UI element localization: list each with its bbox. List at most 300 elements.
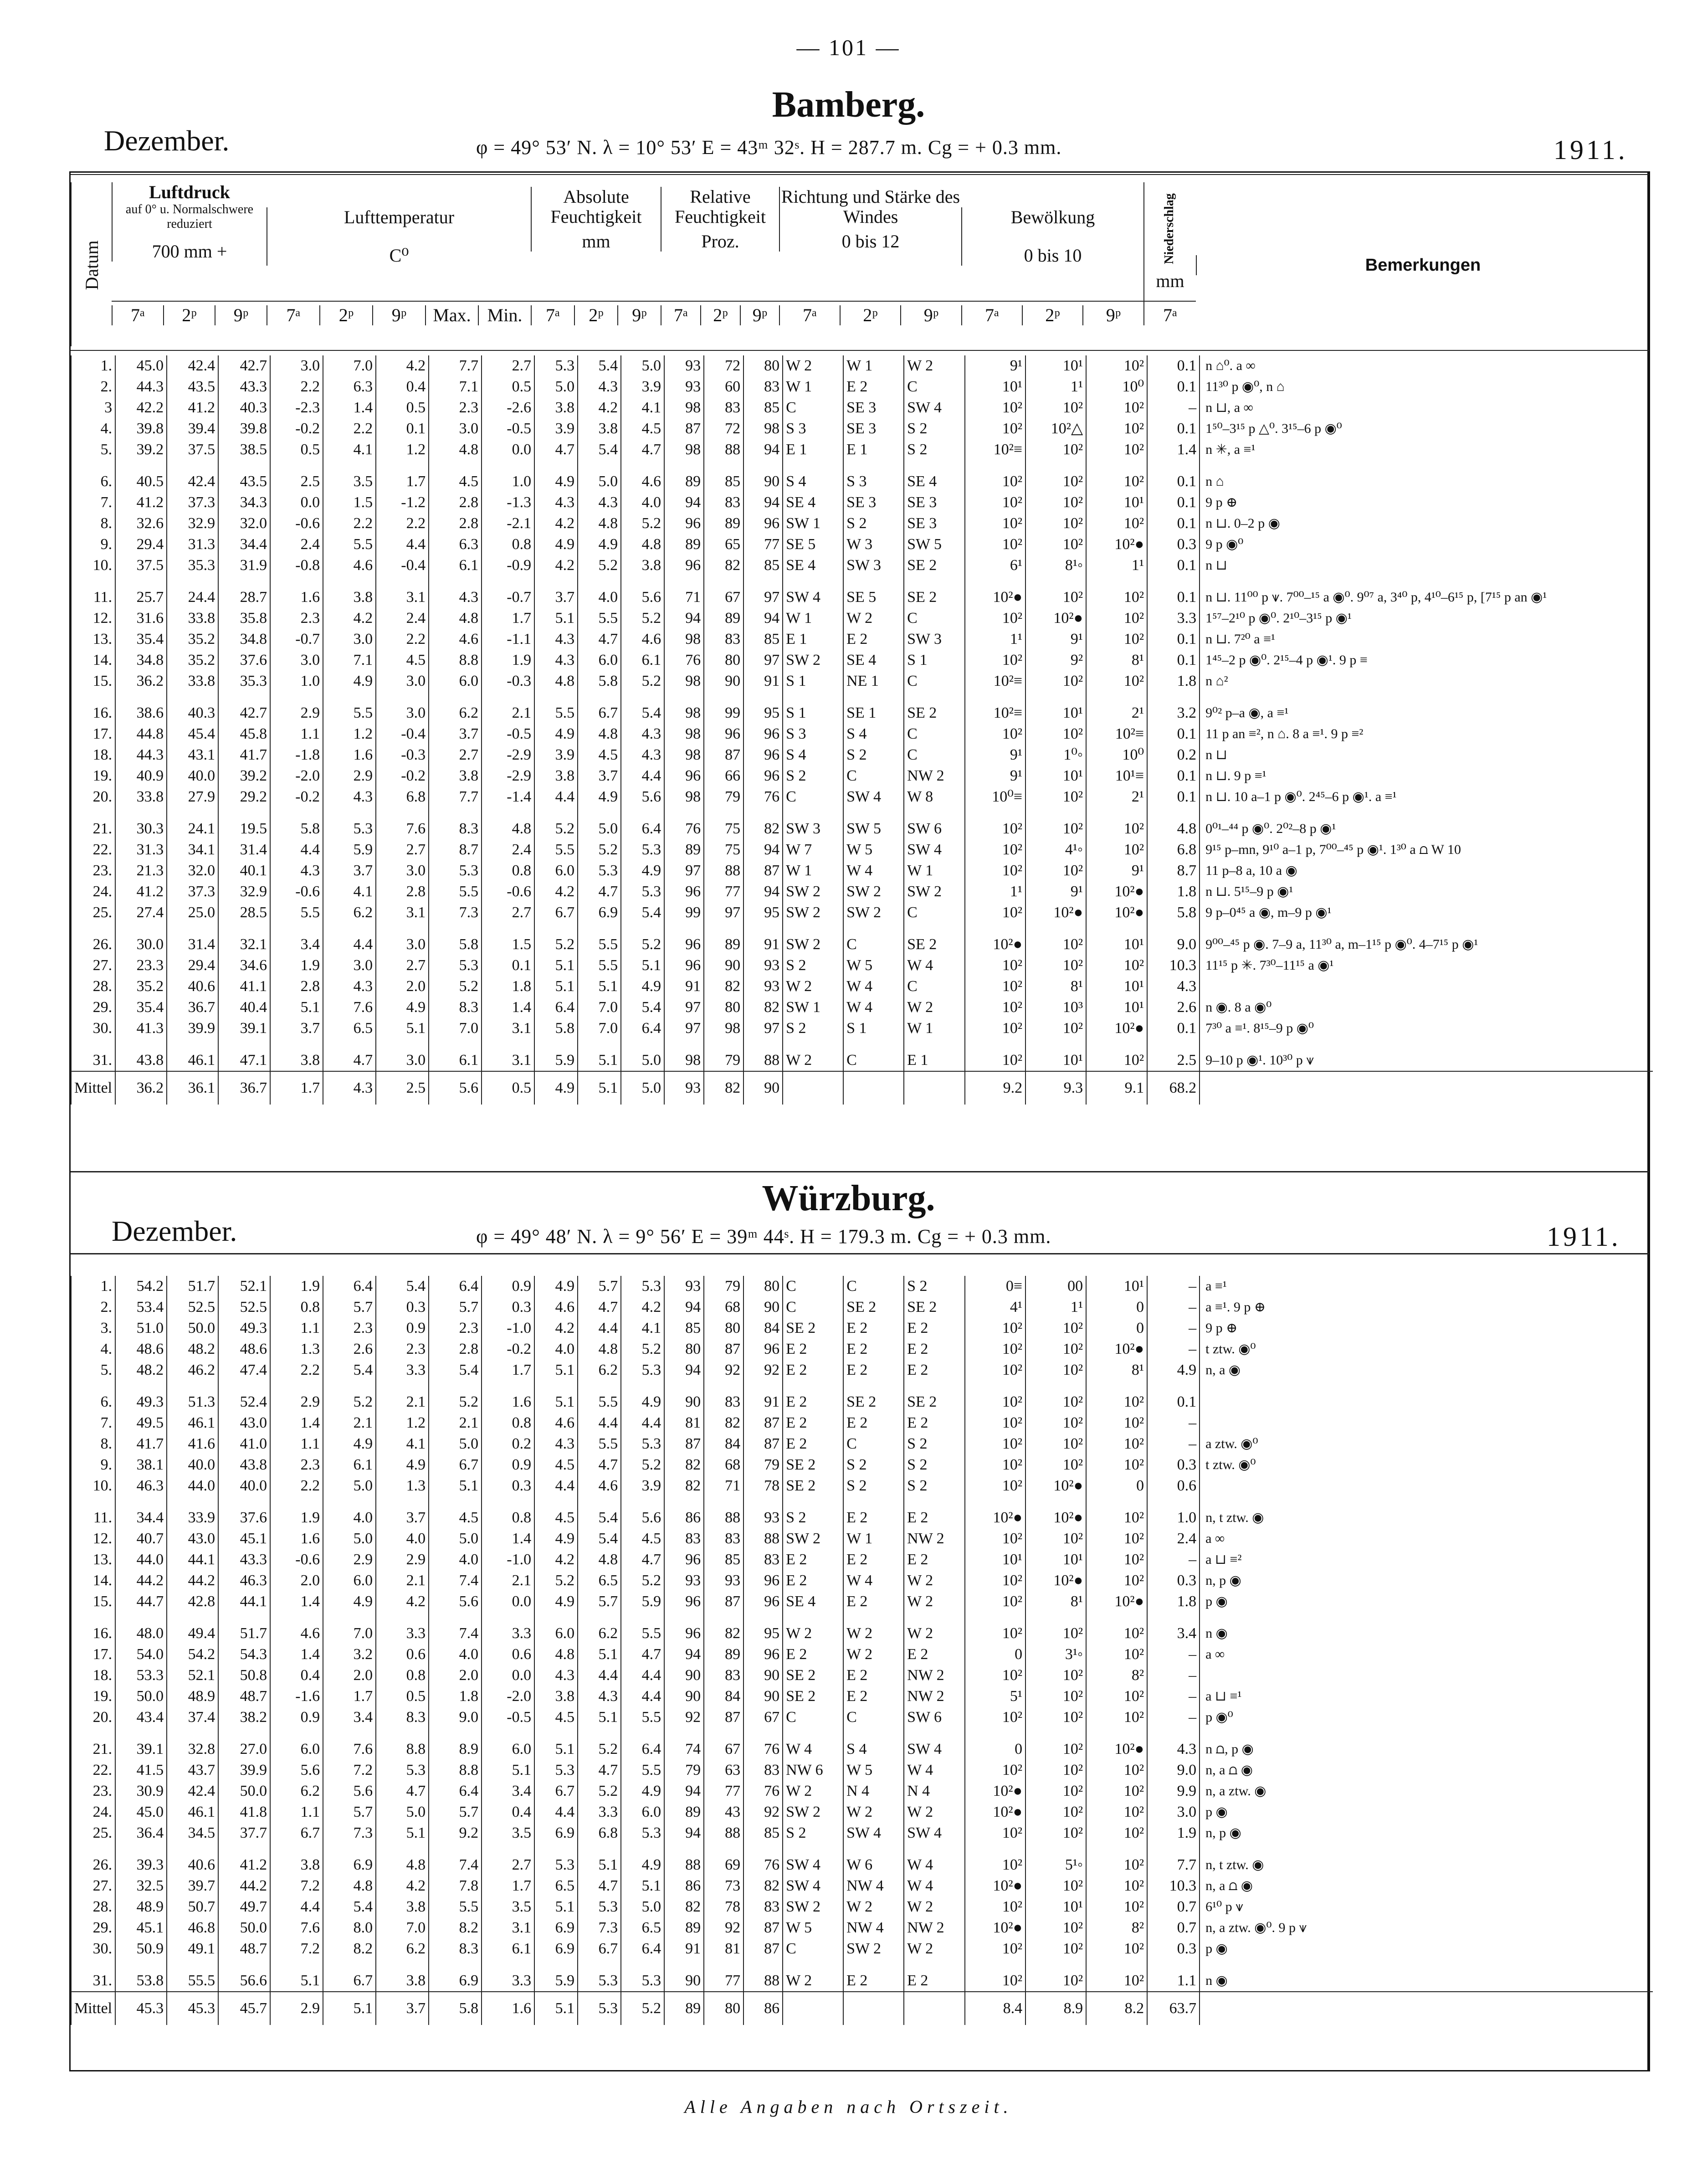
value-cell: 49.3 [115, 1381, 167, 1413]
value-cell: 10² [1086, 1570, 1147, 1591]
value-cell: E 2 [843, 376, 904, 397]
value-cell: 2.2 [270, 376, 323, 397]
value-cell: 4.9 [621, 1781, 664, 1802]
abs-7a: 7ᵃ [531, 305, 574, 325]
value-cell: 39.1 [115, 1728, 167, 1760]
value-cell: 82 [704, 1612, 743, 1644]
value-cell: W 1 [783, 376, 843, 397]
value-cell: – [1147, 1644, 1200, 1665]
value-cell: 85 [743, 397, 783, 418]
value-cell: 88 [743, 1959, 783, 1992]
remark-cell: 6¹⁰ p ⩛ [1200, 1896, 1653, 1917]
value-cell: 3.2 [323, 1644, 376, 1665]
value-cell: 4.3 [323, 976, 376, 997]
value-cell: 95 [743, 1612, 783, 1644]
value-cell: 4.4 [621, 1665, 664, 1686]
value-cell: 10²△ [1025, 418, 1086, 439]
value-cell: 1.7 [482, 608, 534, 629]
date-cell: 7. [71, 492, 115, 513]
value-cell: 5.3 [621, 1276, 664, 1297]
value-cell: SE 4 [783, 555, 843, 576]
value-cell: S 3 [783, 418, 843, 439]
value-cell: 3.1 [482, 1039, 534, 1071]
value-cell: 5.9 [621, 1591, 664, 1612]
value-cell: 32.1 [218, 923, 270, 955]
table-row [71, 807, 1653, 839]
remark-cell: 11 p an ≡², n ⌂. 8 a ≡¹. 9 p ≡² [1200, 724, 1653, 745]
value-cell: S 1 [783, 671, 843, 692]
value-cell: 00 [1025, 1276, 1086, 1297]
value-cell: SW 2 [783, 881, 843, 902]
value-cell: 0.4 [270, 1665, 323, 1686]
wind-header: Richtung und Stärke des Windes 0 bis 12 [779, 187, 961, 252]
value-cell: 10²● [1086, 1728, 1147, 1760]
value-cell: 10¹ [965, 376, 1025, 397]
value-cell: 6.1 [482, 1938, 534, 1959]
value-cell: 4.0 [578, 576, 621, 608]
value-cell: 3.9 [621, 376, 664, 397]
value-cell: 9¹ [1025, 881, 1086, 902]
table-row [71, 1475, 1653, 1496]
year-label-wuerzburg: 1911. [1547, 1222, 1621, 1252]
value-cell: SW 4 [783, 576, 843, 608]
value-cell: 10² [965, 534, 1025, 555]
value-cell: 4.2 [621, 1297, 664, 1318]
value-cell: 35.4 [115, 997, 167, 1018]
value-cell: 43.0 [218, 1413, 270, 1434]
table-row [71, 1360, 1653, 1381]
value-cell: 10² [1086, 608, 1147, 629]
value-cell: 35.3 [167, 555, 218, 576]
value-cell: 82 [743, 807, 783, 839]
value-cell: 43 [704, 1802, 743, 1823]
value-cell: 10² [1086, 1039, 1147, 1071]
value-cell: 94 [743, 881, 783, 902]
value-cell: 5.3 [621, 839, 664, 860]
wuerzburg-data-table [71, 1276, 1653, 2025]
value-cell: 10²● [1025, 902, 1086, 923]
value-cell: 10² [965, 1570, 1025, 1591]
value-cell: 97 [743, 1018, 783, 1039]
value-cell: 0 [1086, 1297, 1147, 1318]
value-cell: 1.7 [323, 1686, 376, 1707]
value-cell: 3.3 [376, 1360, 429, 1381]
value-cell: 83 [743, 376, 783, 397]
value-cell: 83 [664, 1528, 704, 1549]
value-cell: 3.3 [376, 1612, 429, 1644]
value-cell: 4.8 [482, 807, 534, 839]
value-cell: 83 [704, 1665, 743, 1686]
value-cell: 9.0 [1147, 1760, 1200, 1781]
value-cell: 0 [965, 1644, 1025, 1665]
value-cell [843, 1071, 904, 1105]
remark-cell: 9 p ⊕ [1200, 492, 1653, 513]
value-cell: 93 [743, 976, 783, 997]
value-cell: 10² [965, 1938, 1025, 1959]
value-cell: 80 [743, 355, 783, 376]
value-cell: 5.3 [621, 1434, 664, 1454]
table-row [71, 923, 1653, 955]
value-cell: 7.3 [578, 1917, 621, 1938]
table-row [71, 1917, 1653, 1938]
value-cell: -0.5 [482, 724, 534, 745]
value-cell: 10² [965, 1339, 1025, 1360]
value-cell: S 2 [843, 1475, 904, 1496]
value-cell: 4.0 [376, 1528, 429, 1549]
value-cell: 0 [965, 1728, 1025, 1760]
value-cell: 82 [664, 1475, 704, 1496]
remark-cell: n ⊔ [1200, 555, 1653, 576]
value-cell: 7.0 [578, 997, 621, 1018]
value-cell: 8.3 [376, 1707, 429, 1728]
value-cell: 7.6 [323, 1728, 376, 1760]
value-cell: 2.9 [376, 1549, 429, 1570]
remark-cell: p ◉ [1200, 1802, 1653, 1823]
table-row [71, 860, 1653, 881]
value-cell: C [904, 608, 965, 629]
value-cell: -1.0 [482, 1549, 534, 1570]
value-cell: 2.9 [323, 766, 376, 786]
value-cell: 8.3 [429, 807, 482, 839]
value-cell: 50.9 [115, 1938, 167, 1959]
mittel-row [71, 1071, 1653, 1105]
value-cell: -0.6 [270, 881, 323, 902]
value-cell: 4.7 [534, 439, 578, 460]
remark-cell: n, p ◉ [1200, 1570, 1653, 1591]
value-cell: 51.7 [167, 1276, 218, 1297]
remark-cell: n ◉. 8 a ◉⁰ [1200, 997, 1653, 1018]
date-cell: 9. [71, 1454, 115, 1475]
remark-cell: n ⩍, p ◉ [1200, 1728, 1653, 1760]
value-cell: W 2 [843, 1644, 904, 1665]
value-cell: 5.1 [534, 1896, 578, 1917]
value-cell: 84 [704, 1434, 743, 1454]
value-cell: 48.7 [218, 1686, 270, 1707]
value-cell: W 2 [904, 1591, 965, 1612]
value-cell: 4.9 [534, 1276, 578, 1297]
value-cell: 10² [965, 1381, 1025, 1413]
value-cell: 4.7 [578, 881, 621, 902]
value-cell: S 2 [904, 418, 965, 439]
value-cell: 2.2 [376, 513, 429, 534]
value-cell: 5.0 [621, 1039, 664, 1071]
remark-cell [1200, 1475, 1653, 1496]
value-cell: E 2 [843, 1959, 904, 1992]
value-cell: 10² [1086, 1896, 1147, 1917]
value-cell: 24.4 [167, 576, 218, 608]
value-cell: 27.0 [218, 1728, 270, 1760]
value-cell: SE 5 [843, 576, 904, 608]
value-cell: 10² [965, 1844, 1025, 1876]
value-cell: 93 [704, 1570, 743, 1591]
value-cell: 8.0 [323, 1917, 376, 1938]
date-cell: 24. [71, 881, 115, 902]
value-cell: 43.5 [218, 460, 270, 492]
table-row [71, 397, 1653, 418]
value-cell: 5.5 [323, 534, 376, 555]
value-cell: 5.4 [323, 1360, 376, 1381]
table-row [71, 1665, 1653, 1686]
value-cell: SE 2 [783, 1475, 843, 1496]
value-cell: 8¹ [1025, 976, 1086, 997]
value-cell: 10² [1086, 1644, 1147, 1665]
value-cell: SW 2 [783, 923, 843, 955]
table-row [71, 513, 1653, 534]
value-cell: 10² [1086, 1686, 1147, 1707]
value-cell: 0 [1086, 1318, 1147, 1339]
value-cell: 10² [1086, 418, 1147, 439]
value-cell: 30.0 [115, 923, 167, 955]
value-cell: S 2 [904, 1434, 965, 1454]
value-cell: 29.4 [167, 955, 218, 976]
value-cell: 0.1 [1147, 492, 1200, 513]
value-cell: 4.6 [270, 1612, 323, 1644]
value-cell: 1.5 [482, 923, 534, 955]
value-cell: 97 [743, 576, 783, 608]
value-cell: 6.9 [534, 1938, 578, 1959]
value-cell: -2.9 [482, 745, 534, 766]
value-cell: 29.2 [218, 786, 270, 807]
value-cell: 7.7 [429, 355, 482, 376]
value-cell: 0.3 [1147, 1454, 1200, 1475]
value-cell: E 1 [843, 439, 904, 460]
table-row [71, 997, 1653, 1018]
value-cell: 38.2 [218, 1707, 270, 1728]
date-cell: 24. [71, 1802, 115, 1823]
value-cell [904, 1071, 965, 1105]
value-cell: 37.4 [167, 1707, 218, 1728]
value-cell: 6.3 [323, 376, 376, 397]
value-cell: 1¹ [965, 881, 1025, 902]
remark-cell [1200, 1381, 1653, 1413]
date-cell: 31. [71, 1039, 115, 1071]
value-cell: 43.7 [167, 1760, 218, 1781]
value-cell: E 2 [904, 1644, 965, 1665]
value-cell: 5.0 [578, 807, 621, 839]
value-cell: SW 4 [843, 786, 904, 807]
value-cell: 19.5 [218, 807, 270, 839]
value-cell: 67 [743, 1707, 783, 1728]
remark-cell: 1⁵⁰–3¹⁵ p △⁰. 3¹⁵–6 p ◉⁰ [1200, 418, 1653, 439]
value-cell: 90 [743, 1071, 783, 1105]
value-cell: 93 [743, 1496, 783, 1528]
date-cell: 9. [71, 534, 115, 555]
value-cell: SW 5 [904, 534, 965, 555]
value-cell: 10²● [1025, 1570, 1086, 1591]
value-cell: 90 [664, 1665, 704, 1686]
value-cell: 80 [704, 1992, 743, 2025]
value-cell: W 2 [783, 355, 843, 376]
value-cell: 83 [704, 492, 743, 513]
value-cell: W 7 [783, 839, 843, 860]
value-cell: 45.0 [115, 1802, 167, 1823]
value-cell: 80 [704, 997, 743, 1018]
remark-cell [1200, 1413, 1653, 1434]
value-cell: 50.0 [167, 1318, 218, 1339]
footer-note: Alle Angaben nach Ortszeit. [684, 2097, 1013, 2117]
value-cell: 5.1 [482, 1760, 534, 1781]
value-cell: 44.2 [115, 1570, 167, 1591]
value-cell: 40.3 [167, 692, 218, 724]
value-cell: 98 [664, 786, 704, 807]
value-cell: -0.5 [482, 418, 534, 439]
value-cell: 5.5 [578, 1381, 621, 1413]
nied-7a: 7ᵃ [1143, 305, 1196, 325]
value-cell: 5.6 [621, 1496, 664, 1528]
value-cell: 28.7 [218, 576, 270, 608]
value-cell: 5.3 [376, 1760, 429, 1781]
value-cell: 4.5 [534, 1496, 578, 1528]
value-cell: -1.2 [376, 492, 429, 513]
value-cell: 40.3 [218, 397, 270, 418]
value-cell: -1.1 [482, 629, 534, 650]
value-cell: 6.0 [323, 1570, 376, 1591]
value-cell: 9¹ [965, 745, 1025, 766]
value-cell: 54.3 [218, 1644, 270, 1665]
value-cell: 72 [704, 418, 743, 439]
value-cell: C [843, 1276, 904, 1297]
date-cell: 31. [71, 1959, 115, 1992]
value-cell: 43.1 [167, 745, 218, 766]
value-cell: 53.3 [115, 1665, 167, 1686]
value-cell: 8¹ [1025, 1591, 1086, 1612]
value-cell: 3.8 [429, 766, 482, 786]
value-cell: 4.4 [621, 1413, 664, 1434]
value-cell: 4.3 [323, 1071, 376, 1105]
value-cell: 3.7 [376, 1992, 429, 2025]
value-cell: 4.9 [534, 460, 578, 492]
value-cell: 4.9 [376, 997, 429, 1018]
remark-cell [1200, 1992, 1653, 2025]
value-cell: 9.2 [429, 1823, 482, 1844]
date-cell: 22. [71, 1760, 115, 1781]
temp-2p: 2ᵖ [319, 305, 372, 325]
value-cell: 10² [1086, 1528, 1147, 1549]
remark-cell: n ⊔. 0–2 p ◉ [1200, 513, 1653, 534]
value-cell: 46.2 [167, 1360, 218, 1381]
value-cell: 7.6 [376, 807, 429, 839]
value-cell: 4.5 [621, 418, 664, 439]
value-cell: 3.8 [621, 555, 664, 576]
value-cell: 2.2 [270, 1360, 323, 1381]
value-cell: 52.1 [167, 1665, 218, 1686]
remark-cell: n ⊔, a ∞ [1200, 397, 1653, 418]
value-cell: 35.2 [115, 976, 167, 997]
value-cell: 1.4 [482, 1528, 534, 1549]
value-cell: 90 [743, 1297, 783, 1318]
value-cell: 88 [704, 439, 743, 460]
value-cell: 54.2 [115, 1276, 167, 1297]
date-cell: 6. [71, 460, 115, 492]
value-cell: 6.5 [578, 1570, 621, 1591]
value-cell: SW 4 [904, 839, 965, 860]
value-cell: E 2 [783, 1360, 843, 1381]
value-cell: 5.2 [534, 1570, 578, 1591]
value-cell: 2.4 [376, 608, 429, 629]
value-cell: 48.2 [115, 1360, 167, 1381]
value-cell: 5.2 [578, 839, 621, 860]
value-cell: 3.3 [578, 1802, 621, 1823]
value-cell: 0.3 [1147, 1938, 1200, 1959]
date-cell: 17. [71, 724, 115, 745]
value-cell: E 1 [783, 629, 843, 650]
table-row [71, 460, 1653, 492]
value-cell: 91 [664, 976, 704, 997]
value-cell: 10² [1086, 1413, 1147, 1434]
value-cell: 96 [743, 724, 783, 745]
value-cell: S 4 [783, 460, 843, 492]
value-cell: SE 2 [783, 1318, 843, 1339]
value-cell: 10²≡ [1086, 724, 1147, 745]
value-cell: SE 2 [843, 1297, 904, 1318]
value-cell: 77 [704, 881, 743, 902]
value-cell: 82 [664, 1454, 704, 1475]
value-cell: 0.8 [376, 1665, 429, 1686]
remark-cell: n ⊔ [1200, 745, 1653, 766]
value-cell: 5.4 [621, 902, 664, 923]
value-cell: 5.4 [578, 355, 621, 376]
value-cell: 4.0 [323, 1496, 376, 1528]
value-cell: 4.6 [323, 555, 376, 576]
value-cell: 76 [743, 786, 783, 807]
value-cell: 29.4 [115, 534, 167, 555]
value-cell: 6.4 [534, 997, 578, 1018]
value-cell: 3.7 [270, 1018, 323, 1039]
value-cell: 10² [965, 418, 1025, 439]
month-label-wuerzburg: Dezember. [112, 1215, 237, 1247]
value-cell: 0.0 [482, 1665, 534, 1686]
value-cell: W 2 [904, 1896, 965, 1917]
value-cell: 1.4 [270, 1591, 323, 1612]
value-cell: 43.3 [218, 1549, 270, 1570]
value-cell: 34.5 [167, 1823, 218, 1844]
value-cell: 21.3 [115, 860, 167, 881]
table-row [71, 629, 1653, 650]
value-cell: C [904, 724, 965, 745]
value-cell: 82 [704, 1413, 743, 1434]
value-cell: 10¹ [1025, 1549, 1086, 1570]
value-cell: C [843, 1039, 904, 1071]
value-cell: SE 3 [904, 513, 965, 534]
value-cell: 4.2 [534, 1318, 578, 1339]
value-cell: SE 2 [783, 1686, 843, 1707]
value-cell: -2.0 [482, 1686, 534, 1707]
value-cell: 3.8 [376, 1959, 429, 1992]
value-cell: 5.2 [621, 1992, 664, 2025]
value-cell: 3.0 [376, 671, 429, 692]
value-cell: 96 [743, 1570, 783, 1591]
remark-cell: n, a ⩍ ◉ [1200, 1760, 1653, 1781]
value-cell: 5.7 [429, 1802, 482, 1823]
value-cell: 10² [1025, 923, 1086, 955]
value-cell: 4.7 [376, 1781, 429, 1802]
remark-cell: n ⊔. 7²⁰ a ≡¹ [1200, 629, 1653, 650]
value-cell: S 4 [843, 1728, 904, 1760]
remark-cell: 1⁴⁵–2 p ◉⁰. 2¹⁵–4 p ◉¹. 9 p ≡ [1200, 650, 1653, 671]
value-cell: 4.7 [621, 439, 664, 460]
value-cell: 48.9 [115, 1896, 167, 1917]
value-cell: E 2 [843, 1665, 904, 1686]
remark-cell: n ⊔. 5¹⁵–9 p ◉¹ [1200, 881, 1653, 902]
value-cell: 5.1 [376, 1018, 429, 1039]
value-cell: 5.0 [376, 1802, 429, 1823]
value-cell: E 2 [783, 1549, 843, 1570]
value-cell: 82 [704, 1071, 743, 1105]
table-row [71, 955, 1653, 976]
value-cell: 10² [1025, 492, 1086, 513]
value-cell: SE 2 [904, 1381, 965, 1413]
table-row [71, 1276, 1653, 1297]
